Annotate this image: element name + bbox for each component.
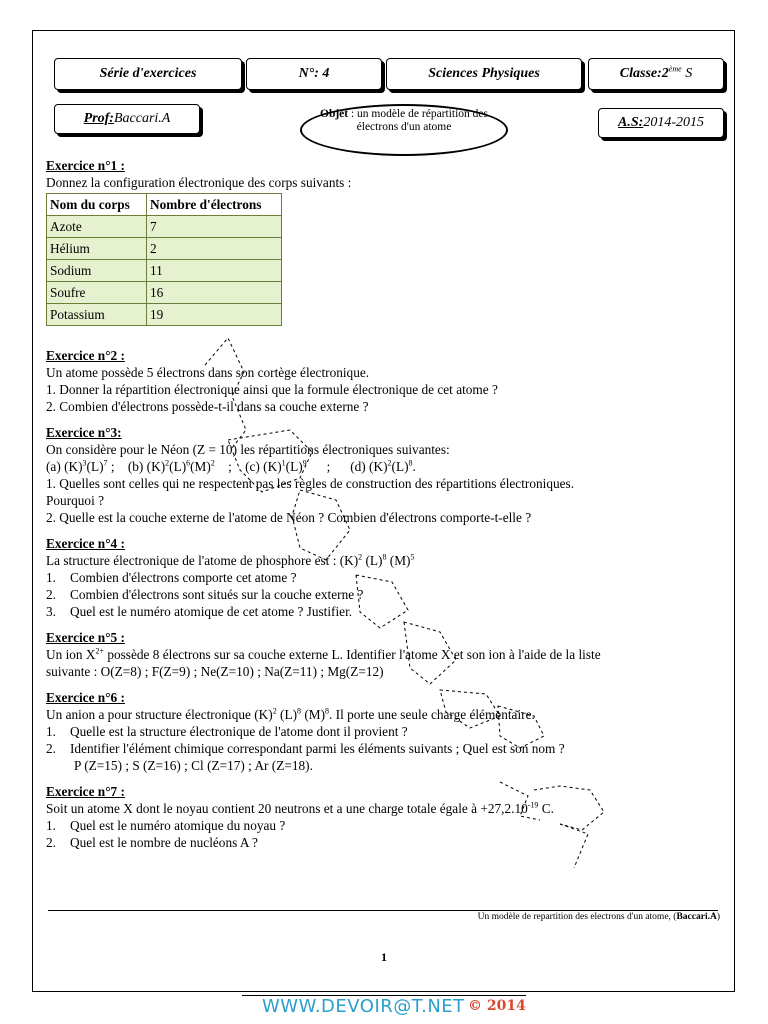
table-row: [47, 216, 282, 238]
ex7-title: Exercice n°7 :: [46, 784, 125, 799]
ex3-configs: (a) $(K)^3(L)^7$ ; (b) $(K)^2(L)^6(M)^2$ ; (c) $(K)^1(L)^9$ ; (d) $(K)^2(L)^8$.: [46, 458, 416, 474]
table-cell: 16: [147, 282, 282, 304]
ex2-line2: 1. Donner la répartition électronique ainsi que la formule électronique de cet atome ?: [46, 382, 498, 397]
serie-label: Série d'exercices: [99, 66, 197, 81]
page-number: 1: [381, 950, 387, 964]
ex6-line3: P (Z=15) ; S (Z=16) ; Cl (Z=17) ; Ar (Z=18).: [74, 758, 313, 773]
table-cell: 7: [147, 216, 282, 238]
ex1-title: Exercice n°1 :: [46, 158, 125, 173]
exercises: [46, 157, 706, 851]
table-cell: Potassium: [47, 304, 147, 326]
table-cell: 2: [147, 238, 282, 260]
ex7-line1: Soit un atome X dont le noyau contient 20 neutrons et a une charge totale égale à $+27,2.10^{-19}$ C.: [46, 800, 554, 816]
serie-box: [54, 58, 242, 90]
table-row: [47, 304, 282, 326]
ex6-q1: 1. Quelle est la structure électronique de l'atome dont il provient ?: [46, 724, 408, 739]
ex6-title: Exercice n°6 :: [46, 690, 125, 705]
ex6-line1: Un anion a pour structure électronique $(K)^2$ $(L)^8$ $(M)^8$. Il porte une seule charge élémentaire.: [46, 706, 535, 722]
ex3-line4: Pourquoi ?: [46, 493, 104, 508]
watermark-url[interactable]: WWW.DEVOIR@T.NET: [262, 996, 465, 1017]
classe-box: [588, 58, 724, 90]
table-header: Nombre d'électrons: [147, 194, 282, 216]
ex5-title: Exercice n°5 :: [46, 630, 125, 645]
ex6-q2: 2. Identifier l'élément chimique correspondant parmi les éléments suivants ; Quel est son nom ?: [46, 741, 565, 756]
corps-table: [46, 193, 282, 326]
annee-box: [598, 108, 724, 138]
prof-box: [54, 104, 200, 134]
ex7-q2: 2. Quel est le nombre de nucléons A ?: [46, 835, 258, 850]
annee-label: A.S:2014-2015: [618, 115, 704, 130]
ex4-q2: 2. Combien d'électrons sont situés sur la couche externe ?: [46, 587, 364, 602]
matiere-box: [386, 58, 582, 90]
table-cell: Sodium: [47, 260, 147, 282]
ex2-title: Exercice n°2 :: [46, 348, 125, 363]
ex4-line1: La structure électronique de l'atome de phosphore est : $(K)^2$ $(L)^8$ $(M)^5$: [46, 552, 415, 568]
ex4-q3: 3. Quel est le numéro atomique de cet atome ? Justifier.: [46, 604, 353, 619]
objet-text: : un modèle de répartition des électrons d'un atome: [348, 108, 488, 133]
objet-label: Objet: [320, 108, 349, 120]
matiere-label: Sciences Physiques: [428, 66, 540, 81]
table-header-row: [47, 194, 282, 216]
table-cell: 11: [147, 260, 282, 282]
ex3-title: Exercice n°3:: [46, 425, 122, 440]
footer-credit: Un modèle de repartition des electrons d'un atome, (Baccari.A): [477, 912, 720, 922]
ex5-line2: suivante : O(Z=8) ; F(Z=9) ; Ne(Z=10) ; Na(Z=11) ; Mg(Z=12): [46, 664, 384, 679]
table-row: [47, 282, 282, 304]
ex2-line1: Un atome possède 5 électrons dans son cortège électronique.: [46, 365, 370, 380]
ex3-line5: 2. Quelle est la couche externe de l'atome de Néon ? Combien d'électrons comporte-t-elle ?: [46, 510, 532, 525]
table-cell: Hélium: [47, 238, 147, 260]
table-cell: Azote: [47, 216, 147, 238]
table-cell: 19: [147, 304, 282, 326]
table-cell: Soufre: [47, 282, 147, 304]
ex7-q1: 1. Quel est le numéro atomique du noyau ?: [46, 818, 286, 833]
ex3-line3: 1. Quelles sont celles qui ne respectent pas les règles de construction des répartitions électroniques.: [46, 476, 575, 491]
footer-rule: [48, 910, 718, 911]
ex2-line3: 2. Combien d'électrons possède-t-il dans sa couche externe ?: [46, 399, 369, 414]
ex5-line1: Un ion $X^{2+}$ possède 8 électrons sur sa couche externe L. Identifier l'atome X et son ion à l'aide de la liste: [46, 646, 601, 662]
classe-label: Classe:2ème S: [619, 64, 693, 81]
table-row: [47, 238, 282, 260]
table-header: Nom du corps: [47, 194, 147, 216]
numero-box: [246, 58, 382, 90]
ex1-prompt: Donnez la configuration électronique des corps suivants :: [46, 175, 352, 190]
table-row: [47, 260, 282, 282]
ex4-title: Exercice n°4 :: [46, 536, 125, 551]
objet-oval: [300, 104, 508, 156]
watermark-copyright: © 2014: [468, 998, 526, 1014]
numero-label: N°: 4: [298, 66, 330, 81]
prof-label: Prof:Baccari.A: [83, 111, 171, 126]
ex3-line1: On considère pour le Néon (Z = 10) les répartitions électroniques suivantes:: [46, 442, 450, 457]
ex4-q1: 1. Combien d'électrons comporte cet atome ?: [46, 570, 297, 585]
